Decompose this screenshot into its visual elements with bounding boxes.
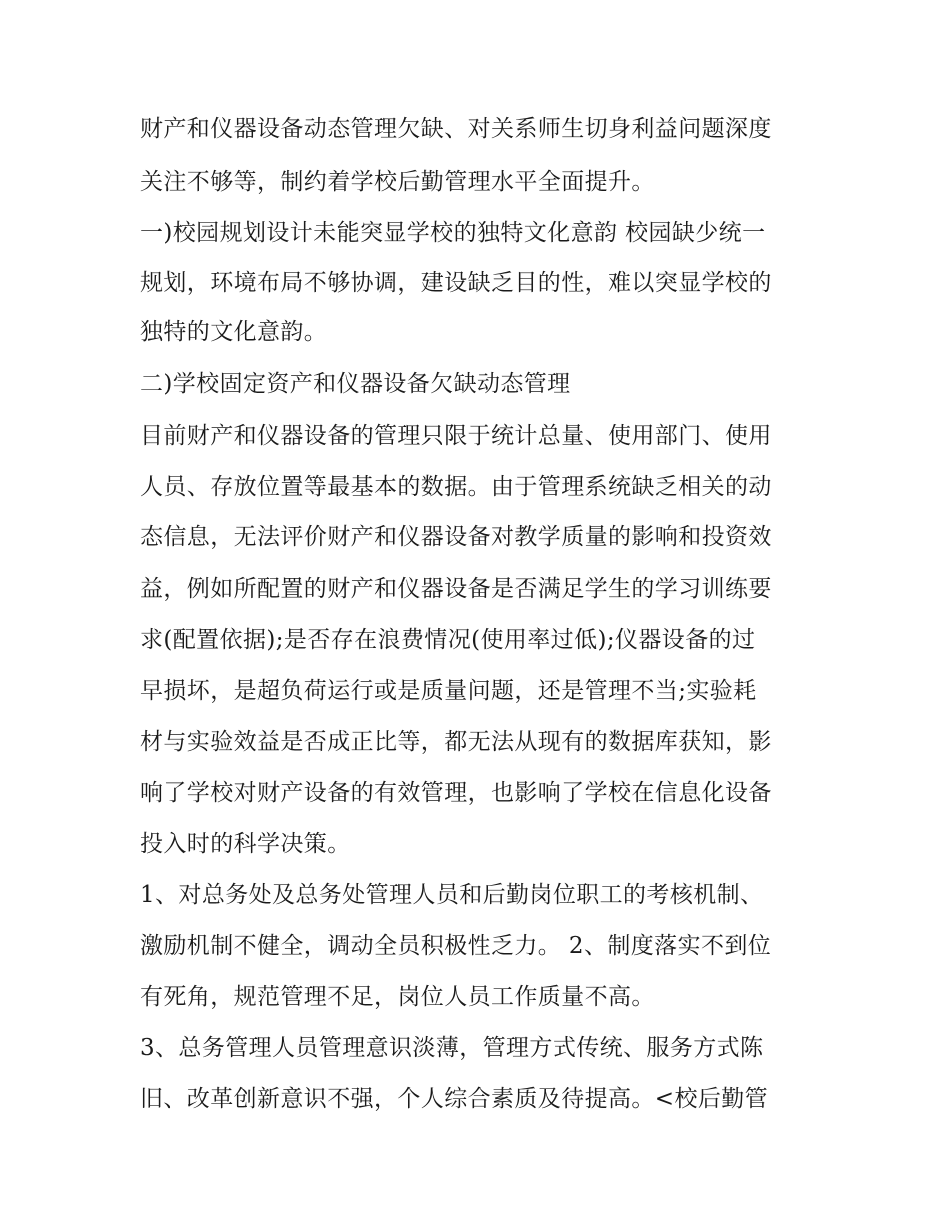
- text-line: 投入时的科学决策。: [140, 831, 351, 857]
- text-line: 益，例如所配置的财产和仪器设备是否满足学生的学习训练要: [140, 576, 772, 602]
- text-line: 材与实验效益是否成正比等，都无法从现有的数据库获知，影: [140, 729, 772, 755]
- text-line: 规划，环境布局不够协调，建设缺乏目的性，难以突显学校的: [140, 270, 772, 296]
- text-line: 目前财产和仪器设备的管理只限于统计总量、使用部门、使用: [140, 423, 772, 449]
- text-line: 1、对总务处及总务处管理人员和后勤岗位职工的考核机制、: [140, 882, 764, 908]
- section-heading: 二)学校固定资产和仪器设备欠缺动态管理: [140, 371, 571, 397]
- text-line: 求(配置依据);是否存在浪费情况(使用率过低);仪器设备的过: [140, 627, 756, 653]
- text-line: 关注不够等，制约着学校后勤管理水平全面提升。: [140, 169, 655, 195]
- text-line: 激励机制不健全，调动全员积极性乏力。 2、制度落实不到位: [140, 933, 772, 959]
- text-line: 态信息，无法评价财产和仪器设备对教学质量的影响和投资效: [140, 524, 772, 550]
- text-line: 人员、存放位置等最基本的数据。由于管理系统缺乏相关的动: [140, 474, 772, 500]
- text-line: 早损坏，是超负荷运行或是质量问题，还是管理不当;实验耗: [140, 678, 757, 704]
- text-line: 3、总务管理人员管理意识淡薄，管理方式传统、服务方式陈: [140, 1035, 764, 1061]
- text-line: 一)校园规划设计未能突显学校的独特文化意韵 校园缺少统一: [140, 220, 766, 246]
- text-line: 有死角，规范管理不足，岗位人员工作质量不高。: [140, 984, 655, 1010]
- text-line: 独特的文化意韵。: [140, 319, 328, 345]
- text-line: 旧、改革创新意识不强，个人综合素质及待提高。<校后勤管: [140, 1086, 769, 1112]
- text-line: 财产和仪器设备动态管理欠缺、对关系师生切身利益问题深度: [140, 116, 772, 142]
- text-line: 响了学校对财产设备的有效管理，也影响了学校在信息化设备: [140, 780, 772, 806]
